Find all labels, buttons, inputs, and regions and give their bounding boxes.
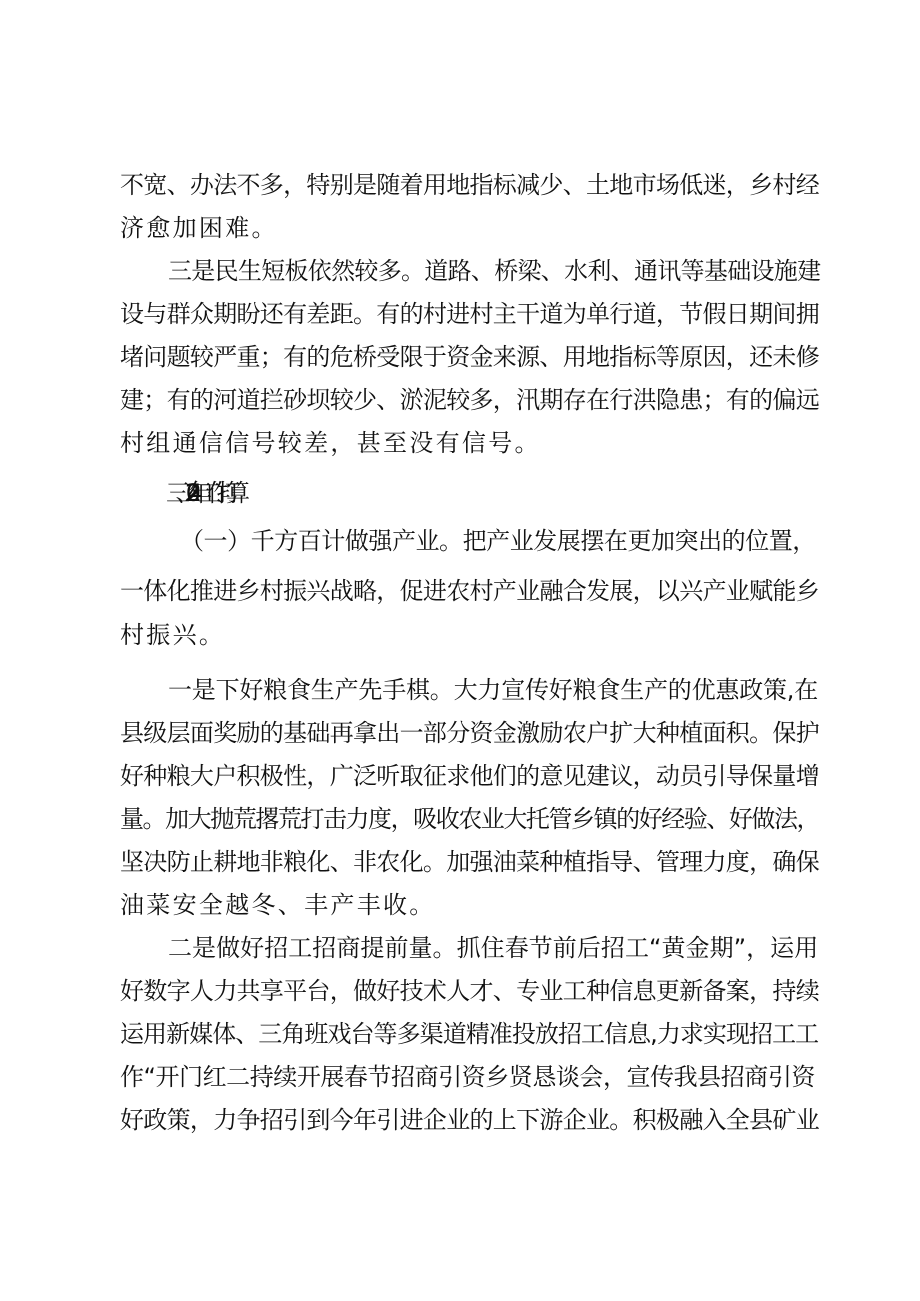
- body-text-line: 坚决防止耕地非粮化、非农化。加强油菜种植指导、管理力度，确保: [120, 848, 819, 876]
- body-text-line: 村组通信信号较差，甚至没有信号。: [120, 429, 541, 457]
- body-text-line: 村振兴。: [120, 621, 226, 649]
- body-text-line: 不宽、办法不多，特别是随着用地指标减少、土地市场低迷，乡村经: [120, 171, 819, 199]
- body-text-line: 好政策，力争招引到今年引进企业的上下游企业。积极融入全县矿业: [120, 1106, 819, 1134]
- body-text-line: 量。加大抛荒撂荒打击力度，吸收农业大托管乡镇的好经验、好做法，: [120, 805, 820, 833]
- paragraph-start-line: 二是做好招工招商提前量。抓住春节前后招工“黄金期”，运用: [168, 934, 819, 962]
- body-text-line: 济愈加困难。: [120, 214, 278, 242]
- body-text-line: 一体化推进乡村振兴战略，促进农村产业融合发展，以兴产业赋能乡: [120, 577, 819, 605]
- body-text-line: 堵问题较严重；有的危桥受限于资金来源、用地指标等原因，还未修: [120, 343, 819, 371]
- body-text-line: 好数字人力共享平台，做好技术人才、专业工种信息更新备案，持续: [120, 977, 819, 1005]
- paragraph-start-line: 三是民生短板依然较多。道路、桥梁、水利、通讯等基础设施建: [168, 257, 821, 285]
- body-text-line: 建；有的河道拦砂坝较少、淤泥较多，汛期存在行洪隐患；有的偏远: [120, 386, 819, 414]
- body-text-line: 设与群众期盼还有差距。有的村进村主干道为单行道，节假日期间拥: [120, 300, 819, 328]
- subsection-heading-line: （一）千方百计做强产业。把产业发展摆在更加突出的位置，: [180, 527, 816, 555]
- body-text-line: 县级层面奖励的基础再拿出一部分资金激励农户扩大种植面积。保护: [120, 719, 819, 747]
- body-text-line: 好种粮大户积极性，广泛听取征求他们的意见建议，动员引导保量增: [120, 762, 819, 790]
- paragraph-start-line: 一是下好粮食生产先手棋。大力宣传好粮食生产的优惠政策,在: [168, 676, 819, 704]
- body-text-line: 运用新媒体、三角班戏台等多渠道精准投放招工信息,力求实现招工工: [120, 1020, 819, 1048]
- section-heading: 三、2024年工作打算: [166, 479, 236, 507]
- body-text-line: 作“开门红二持续开展春节招商引资乡贤恳谈会，宣传我县招商引资: [120, 1063, 815, 1091]
- body-text-line: 油菜安全越冬、丰产丰收。: [120, 891, 436, 919]
